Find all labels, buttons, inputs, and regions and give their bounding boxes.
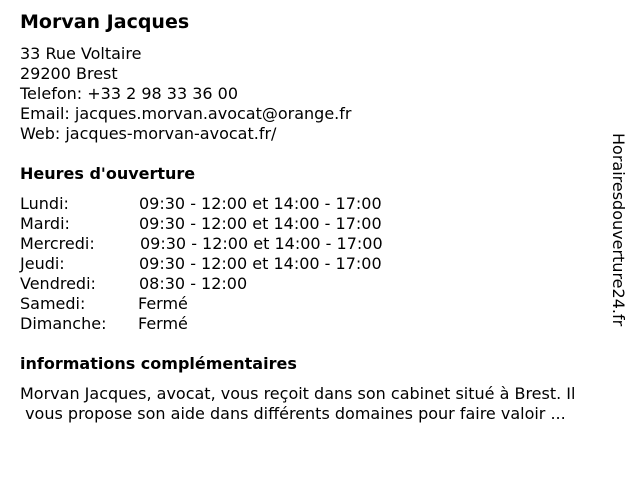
hours-value: 09:30 - 12:00 et 14:00 - 17:00 bbox=[139, 194, 382, 213]
description-line: vous propose son aide dans différents domaines pour faire valoir ... bbox=[20, 404, 566, 423]
day-label: Jeudi: bbox=[20, 254, 65, 273]
day-label: Mercredi: bbox=[20, 234, 95, 253]
hours-heading: Heures d'ouverture bbox=[20, 164, 196, 183]
hours-row-thursday bbox=[20, 254, 440, 274]
day-label: Dimanche: bbox=[20, 314, 107, 333]
street-address: 33 Rue Voltaire bbox=[20, 44, 142, 63]
phone-number: Telefon: +33 2 98 33 36 00 bbox=[20, 84, 239, 103]
contact-block bbox=[20, 44, 351, 144]
hours-value: 08:30 - 12:00 bbox=[139, 274, 248, 293]
website-link: Web: jacques-morvan-avocat.fr/ bbox=[20, 124, 277, 143]
hours-value: Fermé bbox=[138, 294, 188, 313]
hours-value: 09:30 - 12:00 et 14:00 - 17:00 bbox=[140, 234, 383, 253]
hours-table bbox=[20, 194, 440, 334]
day-label: Mardi: bbox=[20, 214, 70, 233]
hours-value: 09:30 - 12:00 et 14:00 - 17:00 bbox=[139, 254, 382, 273]
hours-row-wednesday bbox=[20, 234, 440, 254]
hours-row-saturday bbox=[20, 294, 440, 314]
site-watermark: Horairesdouverture24.fr bbox=[609, 133, 628, 327]
hours-row-tuesday bbox=[20, 214, 440, 234]
hours-row-friday bbox=[20, 274, 440, 294]
hours-row-sunday bbox=[20, 314, 440, 334]
city-postal: 29200 Brest bbox=[20, 64, 118, 83]
hours-value: Fermé bbox=[138, 314, 188, 333]
description-line: Morvan Jacques, avocat, vous reçoit dans son cabinet situé à Brest. Il bbox=[20, 384, 576, 403]
description bbox=[20, 384, 632, 424]
hours-value: 09:30 - 12:00 et 14:00 - 17:00 bbox=[139, 214, 382, 233]
business-name: Morvan Jacques bbox=[20, 11, 190, 33]
email-address: Email: jacques.morvan.avocat@orange.fr bbox=[20, 104, 352, 123]
day-label: Lundi: bbox=[20, 194, 69, 213]
info-heading: informations complémentaires bbox=[20, 354, 297, 373]
day-label: Vendredi: bbox=[20, 274, 96, 293]
hours-row-monday bbox=[20, 194, 440, 214]
day-label: Samedi: bbox=[20, 294, 86, 313]
